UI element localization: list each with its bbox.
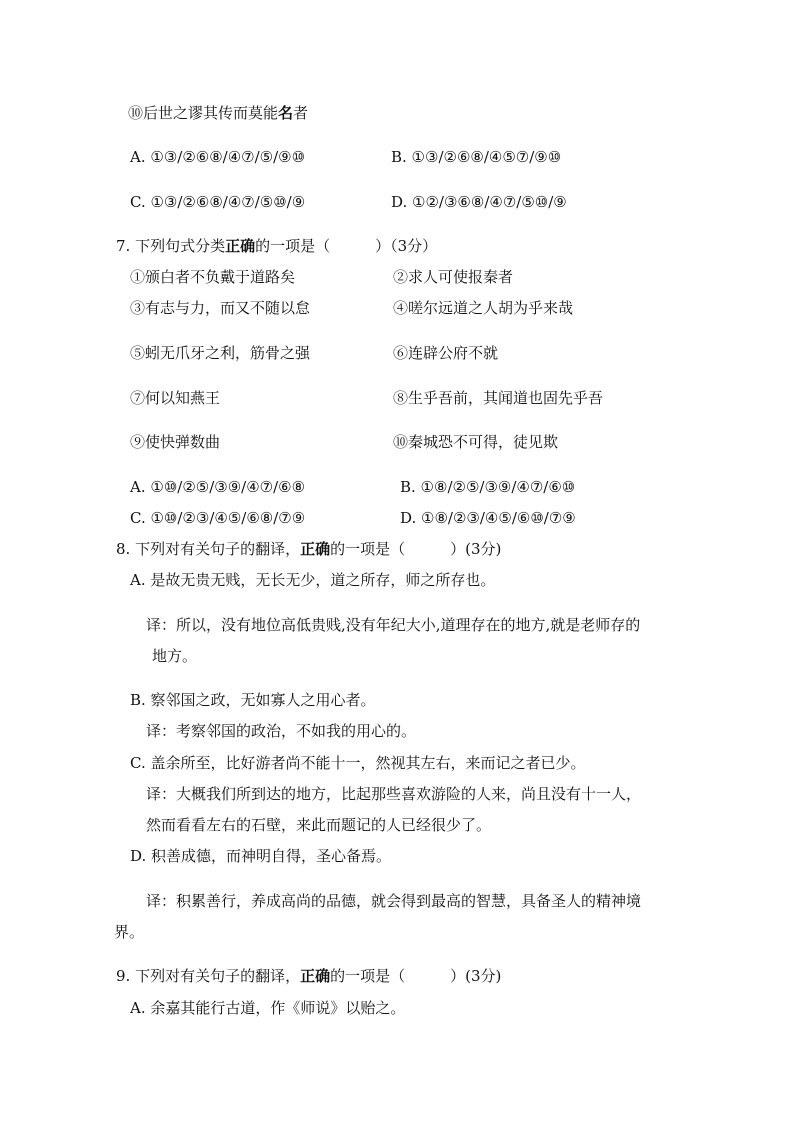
q6-option-c: C. ①③/②⑥⑧/④⑦/⑤⑩/⑨ xyxy=(130,193,306,211)
q6-option-d: D. ①②/③⑥⑧/④⑦/⑤⑩/⑨ xyxy=(391,193,567,211)
q7-item-1: ①颁白者不负戴于道路矣 xyxy=(130,268,296,286)
q8-option-d: D. 积善成德，而神明自得，圣心备焉。 xyxy=(130,847,392,865)
q8-option-c: C. 盖余所至，比好游者尚不能十一，然视其左右，来而记之者已少。 xyxy=(130,754,586,772)
q7-item-6: ⑥连辟公府不就 xyxy=(393,344,499,362)
item-10-bold: 名 xyxy=(278,104,294,122)
q7-option-d: D. ①⑧/②③/④⑤/⑥⑩/⑦⑨ xyxy=(400,509,576,527)
item-10-text: ⑩后世之谬其传而莫能 xyxy=(128,104,279,122)
q9-stem: 9. 下列对有关句子的翻译，正确的一项是（ ）(3分) xyxy=(116,967,502,985)
q7-item-9: ⑨使快弹数曲 xyxy=(130,433,221,451)
q7-item-8: ⑧生乎吾前，其闻道也固先乎吾 xyxy=(393,389,604,407)
q6-option-a: A. ①③/②⑥⑧/④⑦/⑤/⑨⑩ xyxy=(130,148,306,166)
q8-c-translation-1: 译：大概我们所到达的地方，比起那些喜欢游险的人来，尚且没有十一人， xyxy=(146,785,642,803)
q8-b-translation: 译：考察邻国的政治，不如我的用心的。 xyxy=(146,722,417,740)
q9-option-a: A. 余嘉其能行古道，作《师说》以贻之。 xyxy=(130,999,406,1017)
q6-option-b: B. ①③/②⑥⑧/④⑤⑦/⑨⑩ xyxy=(391,148,562,166)
item-10 xyxy=(128,103,308,123)
q8-a-translation-2: 地方。 xyxy=(152,647,198,665)
q7-item-3: ③有志与力，而又不随以怠 xyxy=(130,299,311,317)
q8-a-translation-1: 译：所以，没有地位高低贵贱,没有年纪大小,道理存在的地方,就是老师存的 xyxy=(146,616,641,634)
q7-stem: 7. 下列句式分类正确的一项是（ ）（3分） xyxy=(116,237,438,255)
q8-d-translation-1: 译：积累善行，养成高尚的品德，就会得到最高的智慧，具备圣人的精神境 xyxy=(146,892,642,910)
q8-d-translation-2: 界。 xyxy=(114,923,145,941)
q8-option-a: A. 是故无贵无贱，无长无少，道之所存，师之所存也。 xyxy=(130,571,496,589)
q7-option-c: C. ①⑩/②③/④⑤/⑥⑧/⑦⑨ xyxy=(130,509,306,527)
q7-item-10: ⑩秦城恐不可得，徒见欺 xyxy=(393,433,559,451)
q8-c-translation-2: 然而看看左右的石壁，来此而题记的人已经很少了。 xyxy=(146,816,492,834)
q7-option-a: A. ①⑩/②⑤/③⑨/④⑦/⑥⑧ xyxy=(130,478,306,496)
q8-option-b: B. 察邻国之政，无如寡人之用心者。 xyxy=(130,691,376,709)
q7-item-4: ④嗟尔远道之人胡为乎来哉 xyxy=(393,299,574,317)
item-10-tail: 者 xyxy=(293,104,309,122)
q7-item-2: ②求人可使报秦者 xyxy=(393,268,514,286)
q7-option-b: B. ①⑧/②⑤/③⑨/④⑦/⑥⑩ xyxy=(400,478,576,496)
q7-item-5: ⑤蚓无爪牙之利，筋骨之强 xyxy=(130,344,311,362)
q8-stem: 8. 下列对有关句子的翻译，正确的一项是（ ）(3分) xyxy=(116,540,502,558)
q7-item-7: ⑦何以知燕王 xyxy=(130,389,221,407)
